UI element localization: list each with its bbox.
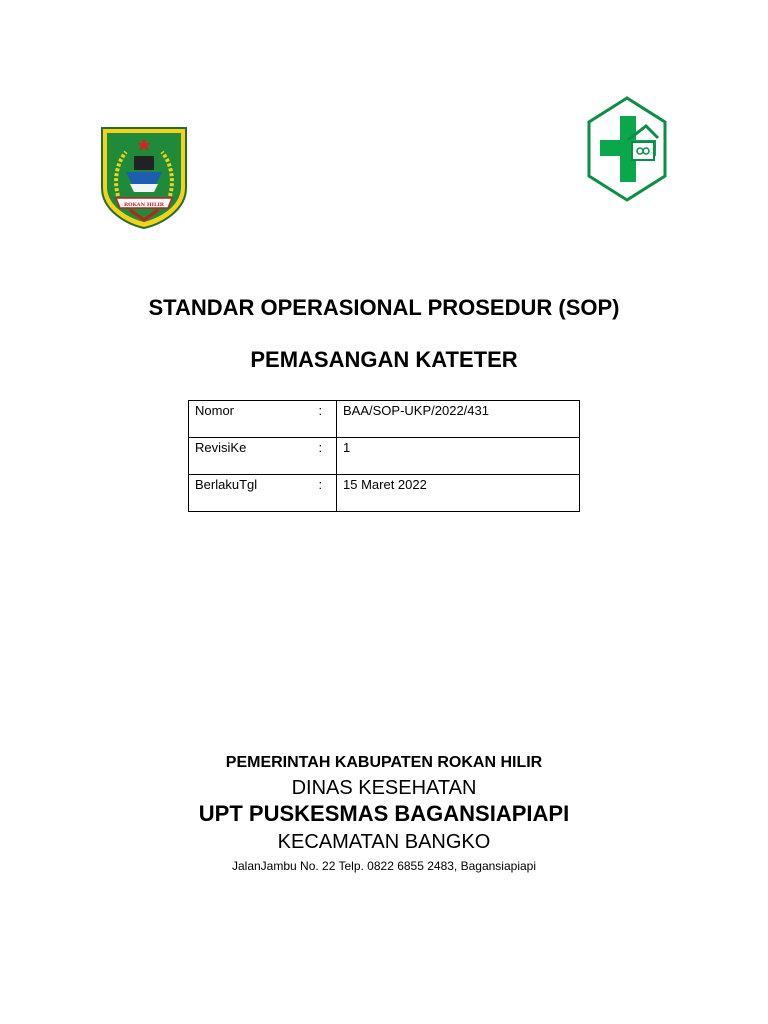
puskesmas-logo (586, 96, 668, 202)
footer-department: DINAS KESEHATAN (291, 777, 477, 799)
emblem-ribbon-text: ROKAN HILIR (124, 202, 164, 208)
footer-district: KECAMATAN BANGKO (277, 831, 491, 853)
sop-info-table (188, 400, 580, 512)
footer-institution: UPT PUSKESMAS BAGANSIAPIAPI (198, 801, 570, 826)
table-row (189, 475, 580, 512)
row-colon: : (305, 401, 337, 438)
row-colon: : (305, 438, 337, 475)
document-title: STANDAR OPERASIONAL PROSEDUR (SOP) (148, 295, 620, 320)
footer-address: JalanJambu No. 22 Telp. 0822 6855 2483, Bagansiapiapi (231, 859, 536, 873)
document-subtitle: PEMASANGAN KATETER (250, 347, 518, 372)
row-label: BerlakuTgl (189, 475, 305, 512)
row-label: RevisiKe (189, 438, 305, 475)
row-value: BAA/SOP-UKP/2022/431 (337, 401, 580, 438)
row-value: 1 (337, 438, 580, 475)
table-row (189, 401, 580, 438)
row-value: 15 Maret 2022 (337, 475, 580, 512)
rokan-hilir-regency-emblem-icon (100, 126, 188, 230)
row-label: Nomor (189, 401, 305, 438)
table-row (189, 438, 580, 475)
footer-government: PEMERINTAH KABUPATEN ROKAN HILIR (225, 754, 543, 771)
puskesmas-cross-icon (586, 96, 668, 202)
row-colon: : (305, 475, 337, 512)
regency-emblem-logo (100, 126, 188, 230)
